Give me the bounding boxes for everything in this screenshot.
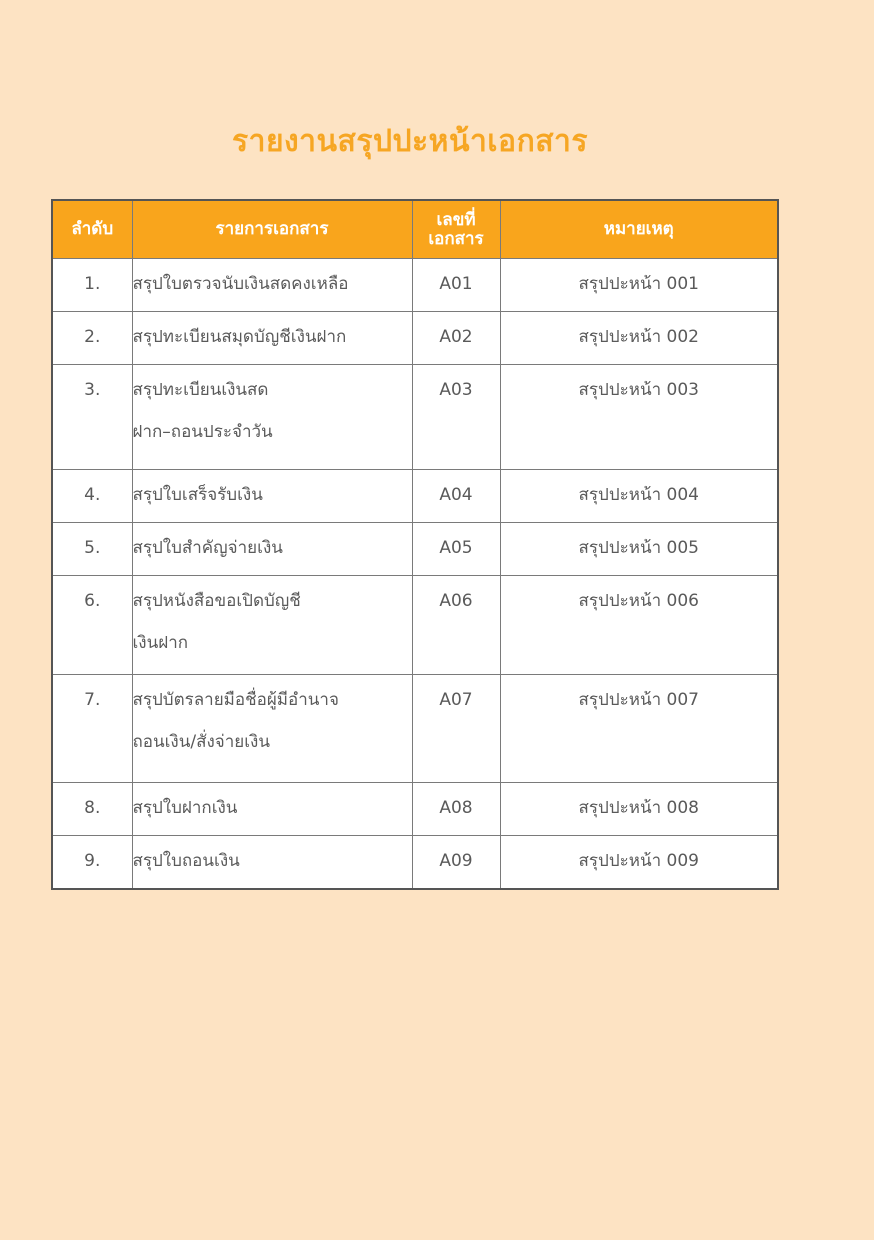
row-item: สรุปบัตรลายมือชื่อผู้มีอำนาจ ถอนเงิน/สั่งจ่ายเงิน	[132, 675, 412, 783]
header-number: ลำดับ	[52, 200, 132, 259]
row-note: สรุปปะหน้า 004	[500, 470, 778, 523]
row-item: สรุปใบเสร็จรับเงิน	[132, 470, 412, 523]
row-note: สรุปปะหน้า 009	[500, 836, 778, 890]
row-number: 7.	[52, 675, 132, 783]
row-code: A05	[412, 523, 500, 576]
table-row	[52, 836, 778, 890]
row-code: A01	[412, 259, 500, 312]
row-number: 5.	[52, 523, 132, 576]
row-item: สรุปใบถอนเงิน	[132, 836, 412, 890]
row-note: สรุปปะหน้า 005	[500, 523, 778, 576]
row-number: 8.	[52, 783, 132, 836]
table-body	[52, 259, 778, 890]
table-row	[52, 365, 778, 470]
header-item: รายการเอกสาร	[132, 200, 412, 259]
table-row	[52, 783, 778, 836]
row-code: A04	[412, 470, 500, 523]
row-note: สรุปปะหน้า 007	[500, 675, 778, 783]
row-number: 9.	[52, 836, 132, 890]
row-item: สรุปใบตรวจนับเงินสดคงเหลือ	[132, 259, 412, 312]
row-code: A03	[412, 365, 500, 470]
row-code: A08	[412, 783, 500, 836]
row-note: สรุปปะหน้า 003	[500, 365, 778, 470]
row-number: 6.	[52, 576, 132, 675]
row-number: 3.	[52, 365, 132, 470]
row-item: สรุปทะเบียนเงินสด ฝาก–ถอนประจำวัน	[132, 365, 412, 470]
table-row	[52, 576, 778, 675]
page-title: รายงานสรุปปะหน้าเอกสาร	[232, 124, 588, 159]
row-note: สรุปปะหน้า 008	[500, 783, 778, 836]
header-code-line2: เอกสาร	[428, 228, 484, 249]
header-code-line1: เลขที่	[436, 209, 476, 230]
row-item: สรุปหนังสือขอเปิดบัญชี เงินฝาก	[132, 576, 412, 675]
row-code: A02	[412, 312, 500, 365]
table-row	[52, 675, 778, 783]
document-summary-table	[51, 199, 779, 890]
row-item: สรุปใบสำคัญจ่ายเงิน	[132, 523, 412, 576]
table-header	[52, 200, 778, 259]
row-note: สรุปปะหน้า 001	[500, 259, 778, 312]
table-row	[52, 259, 778, 312]
row-number: 1.	[52, 259, 132, 312]
row-item: สรุปใบฝากเงิน	[132, 783, 412, 836]
table-row	[52, 312, 778, 365]
header-note: หมายเหตุ	[500, 200, 778, 259]
table-row	[52, 523, 778, 576]
header-code	[412, 200, 500, 259]
table-row	[52, 470, 778, 523]
row-item: สรุปทะเบียนสมุดบัญชีเงินฝาก	[132, 312, 412, 365]
row-note: สรุปปะหน้า 002	[500, 312, 778, 365]
row-code: A06	[412, 576, 500, 675]
row-number: 2.	[52, 312, 132, 365]
row-note: สรุปปะหน้า 006	[500, 576, 778, 675]
row-code: A09	[412, 836, 500, 890]
row-number: 4.	[52, 470, 132, 523]
row-code: A07	[412, 675, 500, 783]
header-row	[52, 200, 778, 259]
